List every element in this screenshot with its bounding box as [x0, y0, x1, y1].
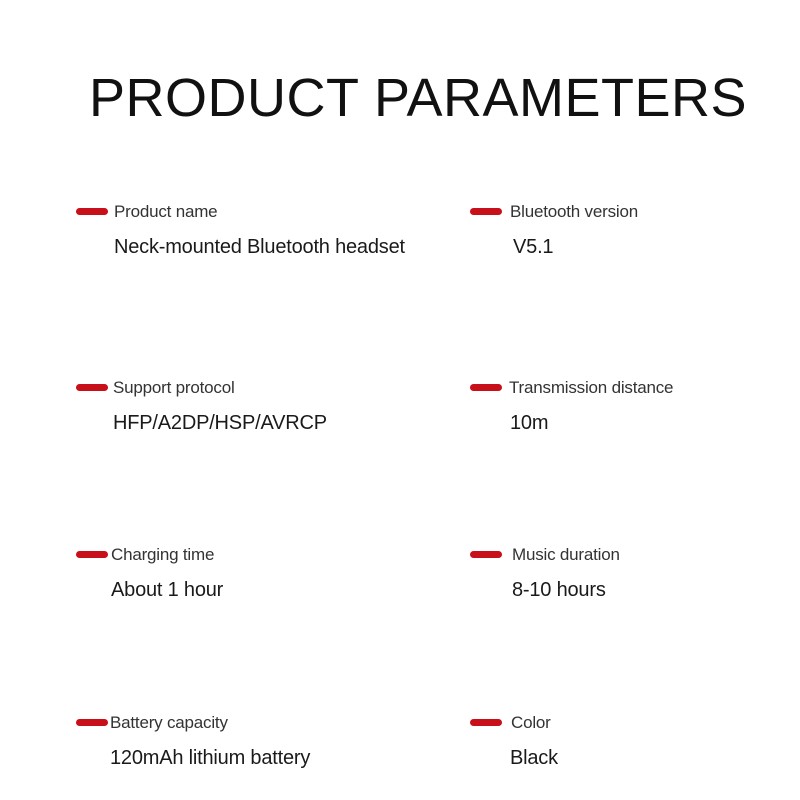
param-music-duration	[470, 543, 800, 601]
param-product-name	[76, 200, 436, 258]
param-value: V5.1	[513, 236, 554, 258]
red-dash-icon	[470, 719, 502, 726]
param-value: 10m	[510, 412, 549, 434]
param-label: Music duration	[512, 545, 620, 564]
param-label: Transmission distance	[509, 378, 674, 397]
param-value: 120mAh lithium battery	[110, 747, 311, 769]
param-charging-time	[76, 543, 436, 601]
param-label: Color	[511, 713, 551, 732]
param-label: Bluetooth version	[510, 202, 638, 221]
red-dash-icon	[470, 384, 502, 391]
red-dash-icon	[76, 208, 108, 215]
param-value: Black	[510, 747, 558, 769]
param-support-protocol	[76, 376, 436, 434]
red-dash-icon	[76, 384, 108, 391]
param-label: Support protocol	[113, 378, 235, 397]
param-value: About 1 hour	[111, 579, 224, 601]
param-value: 8-10 hours	[512, 579, 606, 601]
red-dash-icon	[470, 208, 502, 215]
param-label: Battery capacity	[110, 713, 228, 732]
param-label: Product name	[114, 202, 218, 221]
red-dash-icon	[76, 719, 108, 726]
page-title: PRODUCT PARAMETERS	[88, 68, 748, 128]
param-value: HFP/A2DP/HSP/AVRCP	[113, 412, 327, 434]
param-battery-capacity	[76, 711, 436, 769]
param-transmission-distance	[470, 376, 800, 434]
param-color	[470, 711, 800, 769]
red-dash-icon	[76, 551, 108, 558]
red-dash-icon	[470, 551, 502, 558]
param-label: Charging time	[111, 545, 215, 564]
param-bluetooth-version	[470, 200, 800, 258]
param-value: Neck-mounted Bluetooth headset	[114, 236, 405, 258]
